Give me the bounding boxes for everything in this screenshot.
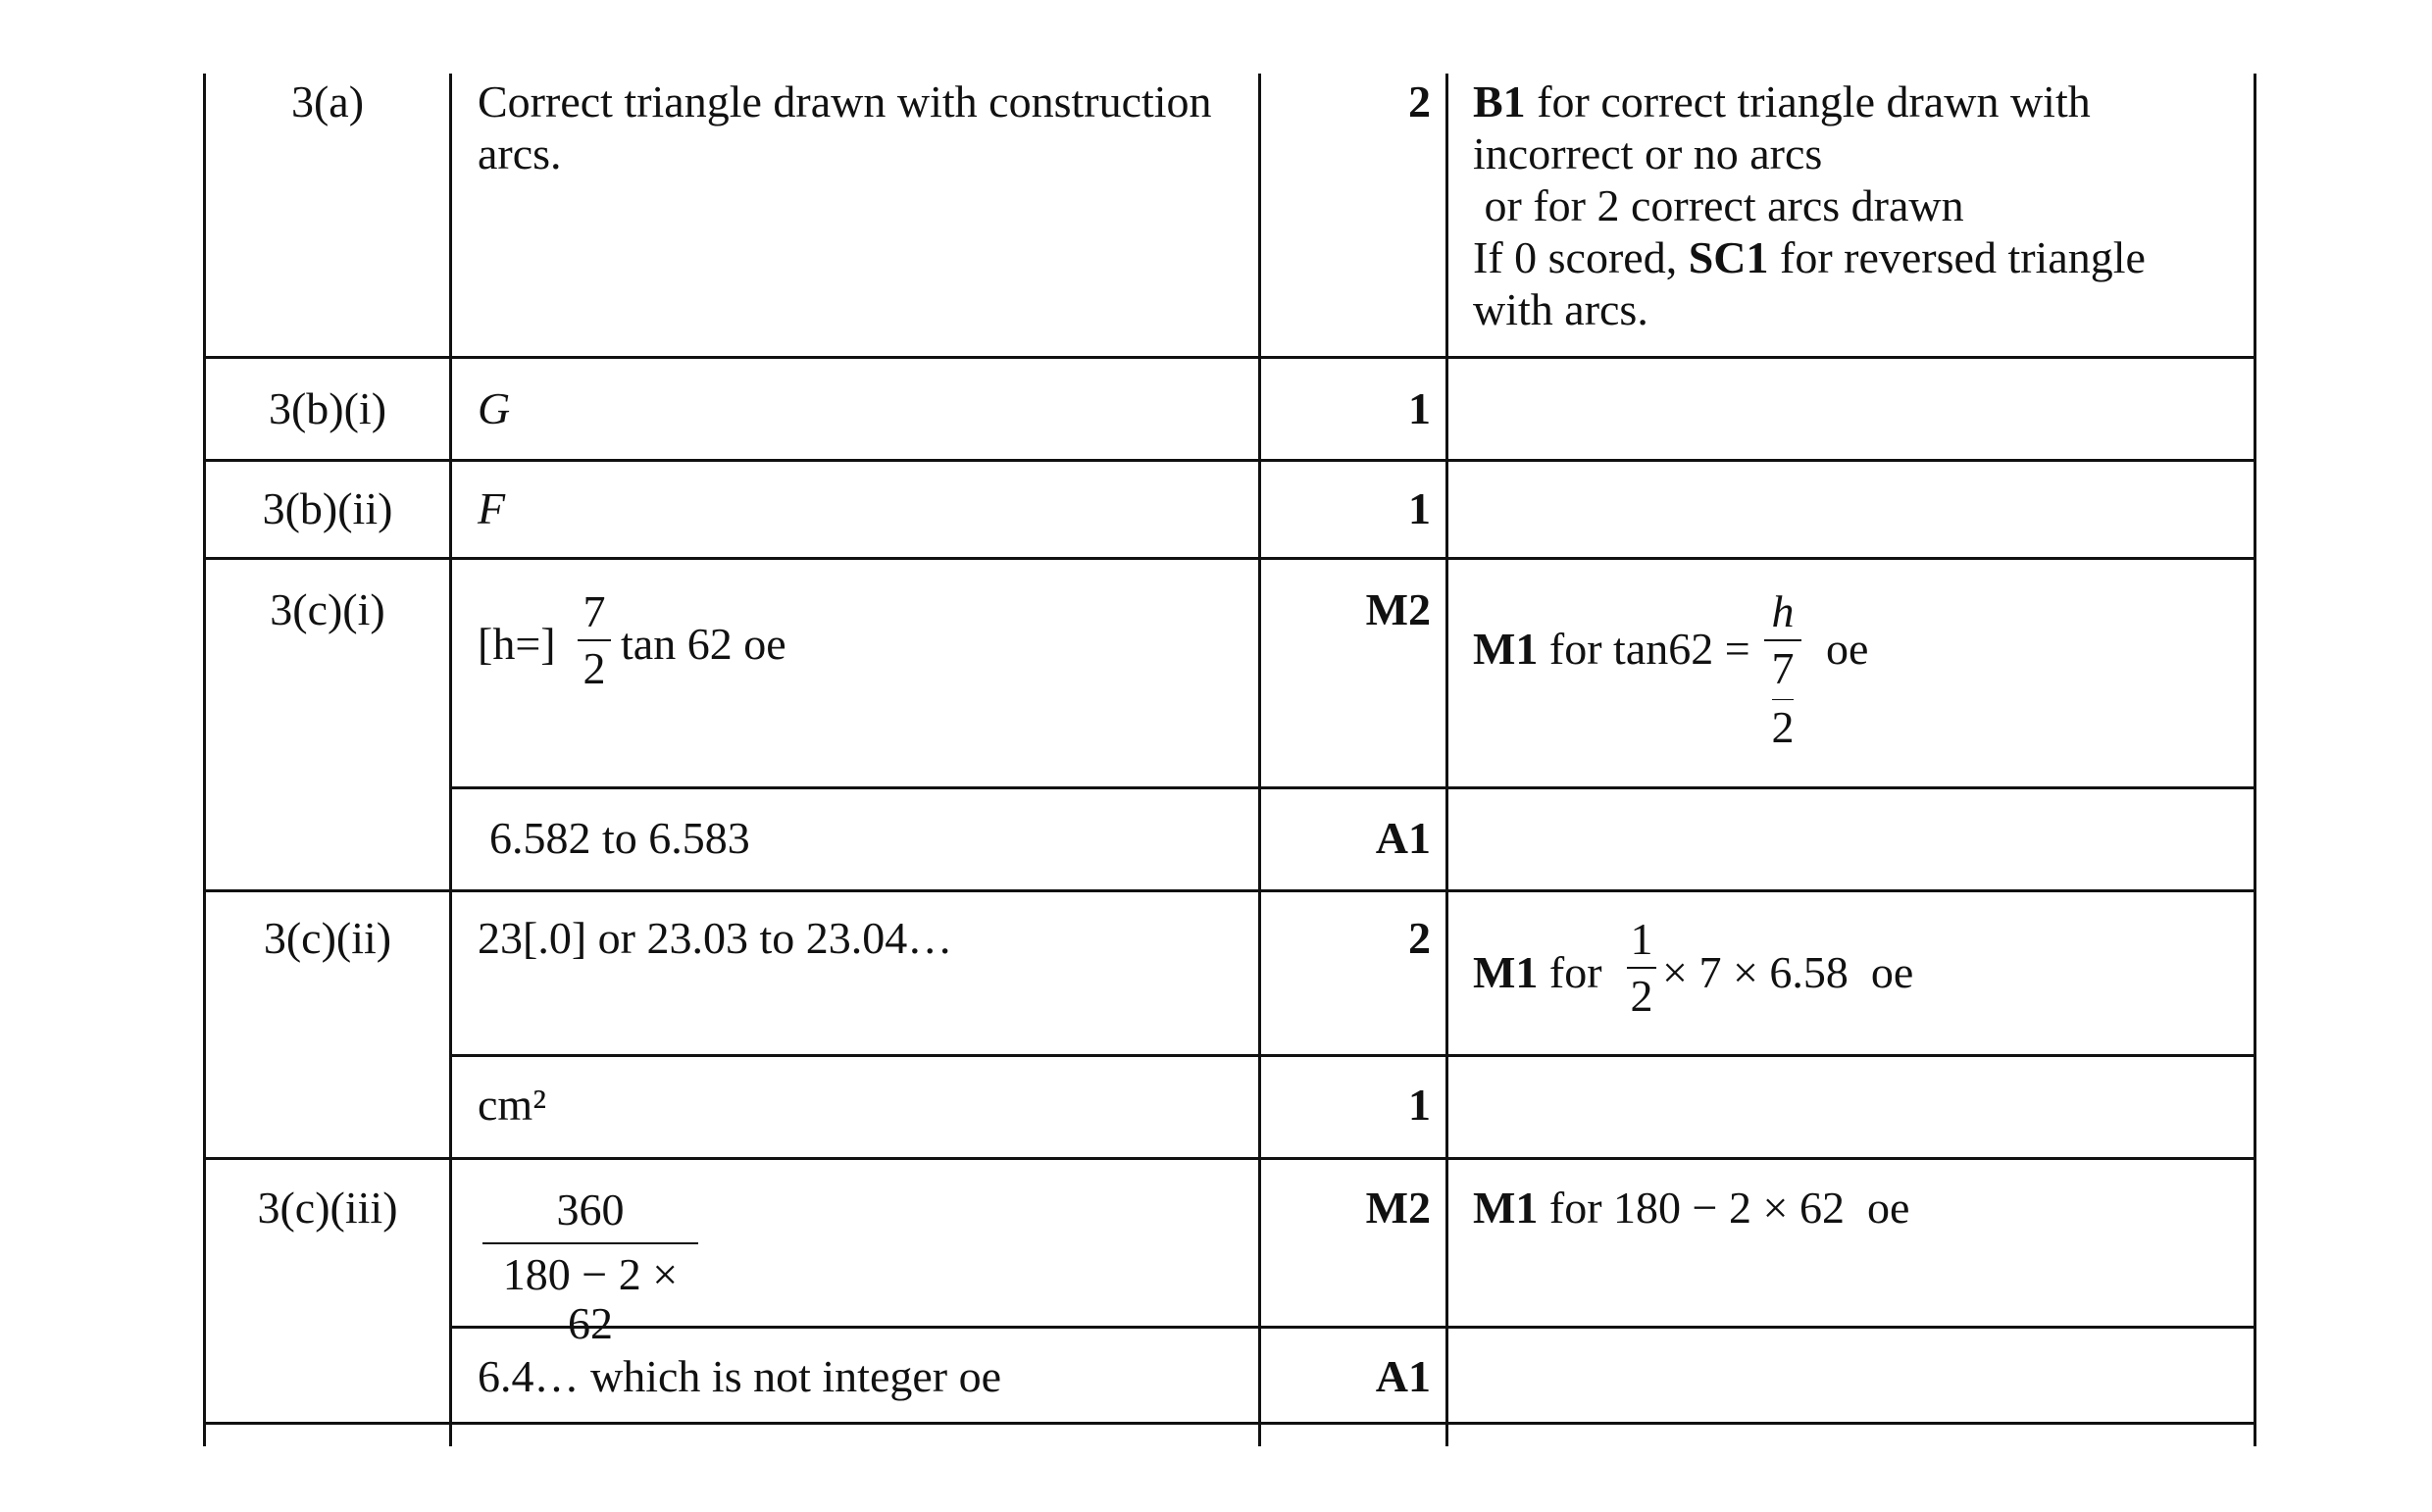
answer-text: F	[478, 483, 506, 533]
marks-value: 2	[1408, 76, 1431, 126]
row-divider-sub	[449, 1326, 2256, 1329]
row-divider	[203, 557, 2256, 560]
table-border-left	[203, 74, 206, 1446]
fraction-denominator: 7	[1771, 643, 1795, 693]
row-divider	[203, 1422, 2256, 1425]
marks-value: 1	[1408, 483, 1431, 533]
marks-value: A1	[1375, 813, 1431, 863]
row-divider	[203, 889, 2256, 892]
fraction-denominator: 2	[1630, 971, 1653, 1021]
question-number: 3(b)(ii)	[262, 483, 393, 533]
fraction-denominator-inner: 2	[1771, 702, 1795, 752]
marks-value: 2	[1408, 913, 1431, 963]
fraction-numerator: 1	[1630, 914, 1653, 964]
answer-prefix: [h=]	[478, 619, 556, 669]
row-divider	[203, 459, 2256, 462]
marks-value: M2	[1365, 1183, 1431, 1233]
question-number: 3(c)(i)	[270, 584, 385, 634]
guidance-line: If 0 scored, SC1 for reversed triangle	[1473, 232, 2146, 282]
guidance-line: B1 for correct triangle drawn with	[1473, 76, 2091, 126]
fraction-bar	[1764, 639, 1801, 641]
question-number: 3(b)(i)	[268, 383, 387, 433]
fraction-bar	[578, 639, 611, 641]
fraction-denominator: 180 − 2 × 62	[502, 1249, 679, 1348]
answer-fraction	[578, 587, 611, 693]
guidance-text: M1 for tan62 =	[1473, 624, 1750, 674]
fraction-numerator: 360	[556, 1184, 625, 1235]
row-divider-sub	[449, 1054, 2256, 1057]
answer-text: 23[.0] or 23.03 to 23.04…	[478, 913, 953, 963]
fraction-bar	[1627, 967, 1656, 969]
fraction-numerator: 7	[583, 586, 606, 636]
answer-text: G	[478, 383, 511, 433]
answer-text: 6.4… which is not integer oe	[478, 1351, 1002, 1401]
table-border-right	[2254, 74, 2256, 1446]
answer-suffix: tan 62 oe	[621, 619, 786, 669]
question-number: 3(c)(iii)	[257, 1183, 398, 1233]
marks-value: 1	[1408, 383, 1431, 433]
guidance-fraction	[1764, 587, 1801, 752]
guidance-suffix: oe	[1826, 624, 1869, 674]
question-number: 3(c)(ii)	[263, 913, 392, 963]
row-divider-sub	[449, 786, 2256, 789]
guidance-text: M1 for 180 − 2 × 62 oe	[1473, 1183, 1910, 1233]
column-divider-marks	[1445, 74, 1448, 1446]
mark-scheme-table	[203, 74, 2256, 1446]
guidance-line: incorrect or no arcs	[1473, 128, 1823, 178]
answer-text: Correct triangle drawn with construction arcs.	[478, 76, 1212, 178]
answer-text: 6.582 to 6.583	[489, 813, 750, 863]
guidance-fraction	[1627, 915, 1656, 1021]
guidance-suffix: × 7 × 6.58 oe	[1662, 947, 1914, 997]
guidance-line: with arcs.	[1473, 284, 1648, 334]
answer-text: cm²	[478, 1080, 546, 1130]
question-number: 3(a)	[290, 76, 365, 126]
marks-value: M2	[1365, 584, 1431, 634]
row-divider	[203, 1157, 2256, 1160]
guidance-line: or for 2 correct arcs drawn	[1473, 180, 1964, 230]
column-divider-question	[449, 74, 452, 1446]
fraction-denominator: 2	[583, 643, 606, 693]
fraction-numerator: h	[1771, 586, 1795, 636]
marks-value: A1	[1375, 1351, 1431, 1401]
fraction-bar-inner	[1772, 699, 1794, 700]
fraction-bar	[482, 1242, 698, 1244]
guidance-text: M1 for	[1473, 947, 1602, 997]
column-divider-answer	[1258, 74, 1261, 1446]
marks-value: 1	[1408, 1080, 1431, 1130]
answer-fraction	[482, 1185, 698, 1348]
row-divider	[203, 356, 2256, 359]
